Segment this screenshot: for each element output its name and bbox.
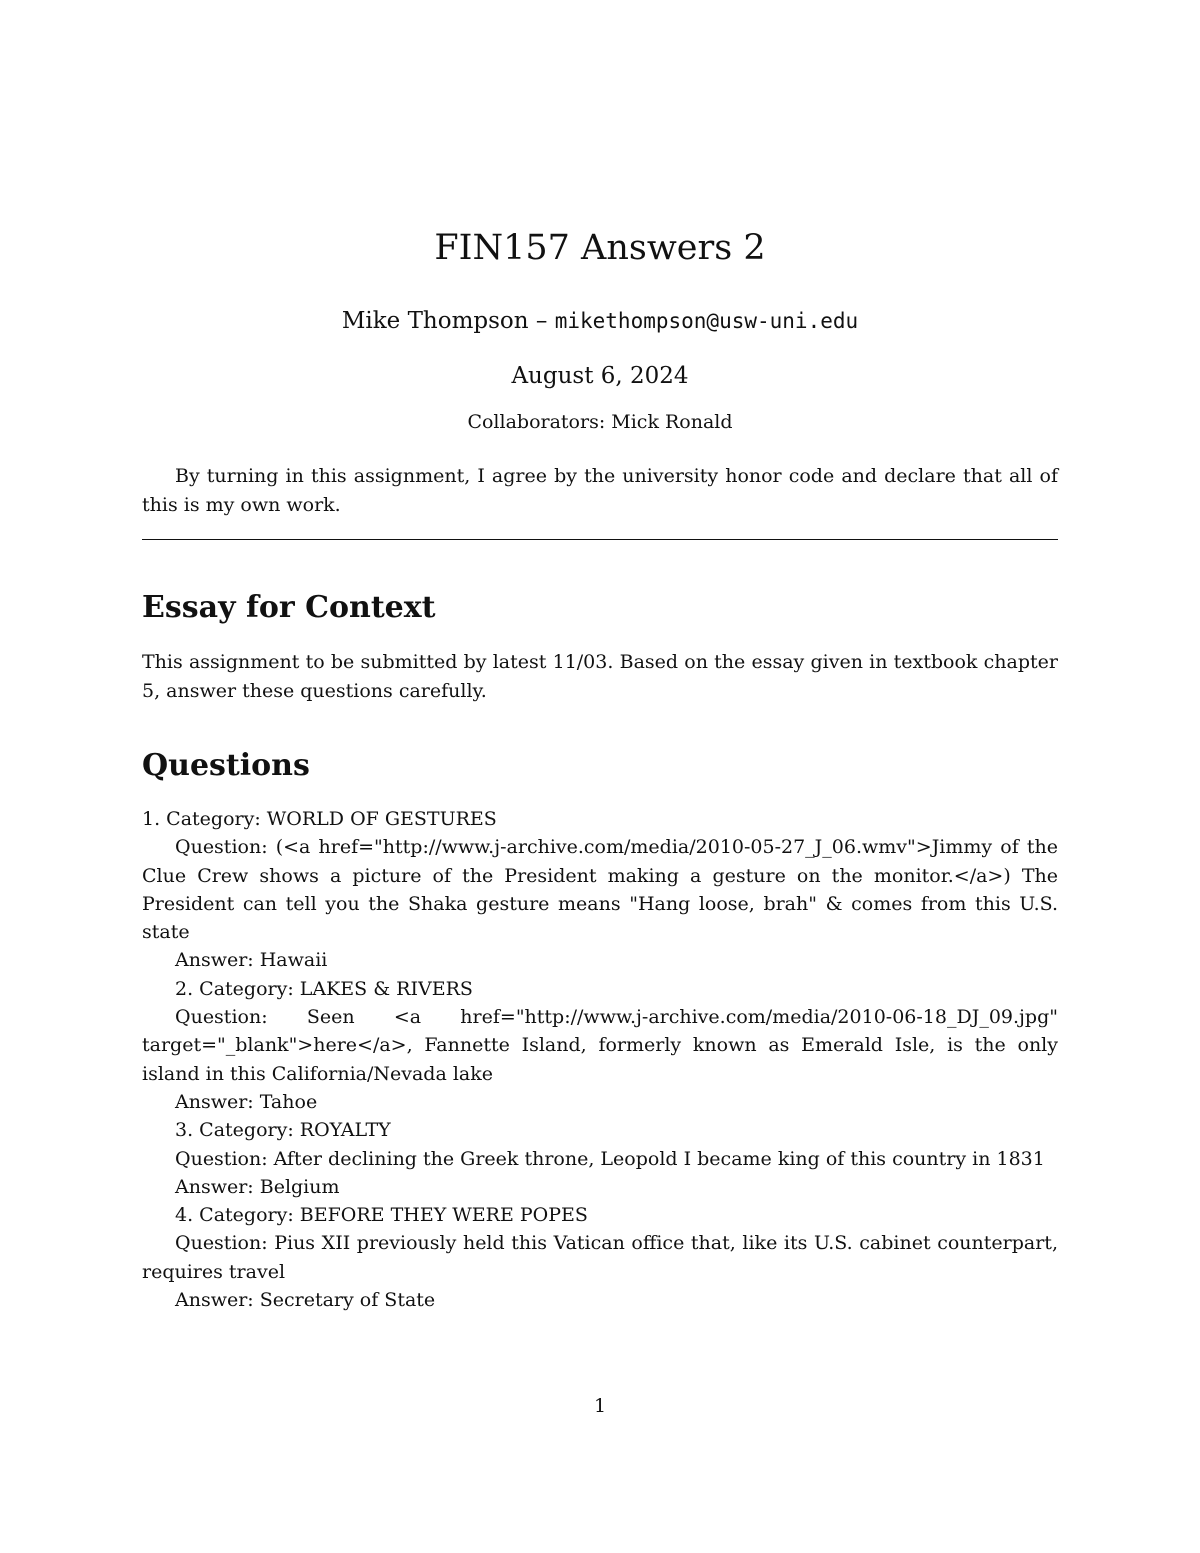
question-text: Question: Seen <a href="http://www.j-archive.com/media/2010-06-18_DJ_09.jpg" target="_blank">here</a>, Fannette Island, formerly known as Emerald Isle, is the only island in this California/Nevada lake [142,1006,1058,1085]
questions-list [142,805,1058,1314]
questions-section-heading: Questions [142,748,310,783]
question-answer: Answer: Secretary of State [175,1289,436,1312]
horizontal-rule [142,539,1058,540]
question-answer: Answer: Tahoe [175,1090,318,1113]
essay-section-text: This assignment to be submitted by latest 11/03. Based on the essay given in textbook chapter 5, answer these questions carefully. [142,651,1058,702]
question-answer: Answer: Hawaii [175,949,328,972]
question-answer: Answer: Belgium [175,1175,340,1198]
author-email: mikethompson@usw-uni.edu [554,309,859,333]
document-date: August 6, 2024 [511,363,689,389]
question-text: Question: Pius XII previously held this Vatican office that, like its U.S. cabinet counterpart, requires travel [142,1232,1058,1283]
author-name: Mike Thompson [341,308,529,334]
collaborators-line: Collaborators: Mick Ronald [467,411,733,433]
page-number: 1 [593,1395,607,1417]
question-text: Question: (<a href="http://www.j-archive.com/media/2010-05-27_J_06.wmv">Jimmy of the Clue Crew shows a picture of the President making a gesture on the monitor.</a>) The President can tell you the Shaka gesture means "Hang loose, brah" & comes from this U.S. state [142,836,1058,944]
question-category: 3. Category: ROYALTY [175,1119,391,1142]
question-text: Question: After declining the Greek throne, Leopold I became king of this country in 1831 [175,1147,1045,1170]
honor-statement: By turning in this assignment, I agree by the university honor code and declare that all of this is my own work. [142,465,1058,516]
question-category: 2. Category: LAKES & RIVERS [175,977,473,1000]
author-separator: – [528,308,555,334]
author-line [142,305,1058,337]
question-category: 1. Category: WORLD OF GESTURES [142,808,497,830]
document-title: FIN157 Answers 2 [434,228,766,268]
essay-section-heading: Essay for Context [142,590,436,625]
question-category: 4. Category: BEFORE THEY WERE POPES [175,1204,588,1227]
